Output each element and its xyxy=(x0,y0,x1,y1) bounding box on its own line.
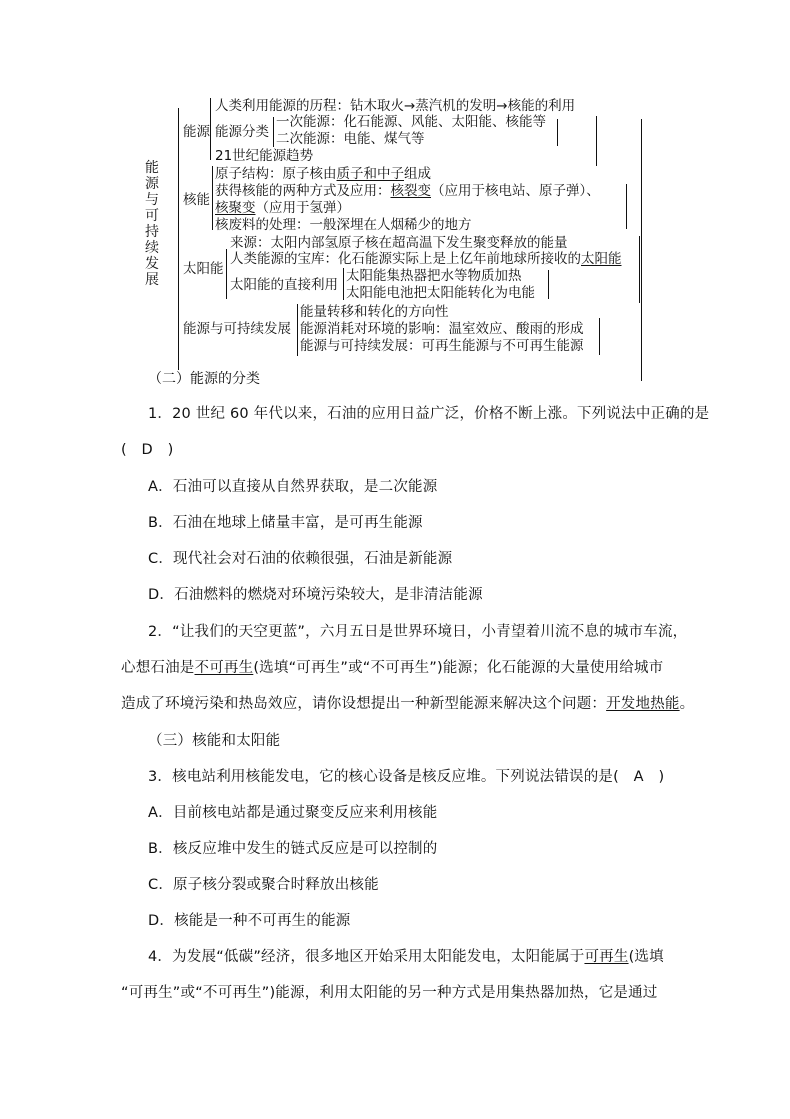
sustainable-item-3: 能源与可持续发展：可再生能源与不可再生能源 xyxy=(300,338,584,354)
classify-bracket-line xyxy=(273,117,274,147)
sustainable-bracket-right xyxy=(599,318,600,355)
nuclear-ways-2: 核聚变（应用于氢弹） xyxy=(215,200,350,216)
energy-bracket-right xyxy=(596,116,597,166)
solar-source: 来源：太阳内部氢原子核在超高温下发生聚变释放的能量 xyxy=(230,235,568,251)
answer-blank: 可再生 xyxy=(584,949,629,965)
section-heading: （二）能源的分类 xyxy=(148,371,260,387)
answer-blank: 质子和中子 xyxy=(336,166,404,182)
direct-bracket-line xyxy=(343,268,344,300)
energy-trend: 21世纪能源趋势 xyxy=(215,148,314,164)
solar-direct-1: 太阳能集热器把水等物质加热 xyxy=(346,268,522,284)
nuclear-structure: 原子结构：原子核由质子和中子组成 xyxy=(215,166,431,182)
answer-blank: 太阳能 xyxy=(581,251,622,267)
root-char: 与 xyxy=(145,192,159,208)
sustainable-item-1: 能量转移和转化的方向性 xyxy=(300,304,449,320)
question-1-option-a: A．石油可以直接从自然界获取，是二次能源 xyxy=(148,479,438,495)
nuclear-label: 核能 xyxy=(183,192,210,208)
answer-blank: 核裂变 xyxy=(390,183,431,199)
root-char: 能 xyxy=(145,160,159,176)
root-bracket-line xyxy=(178,108,179,370)
sustainable-bracket-line xyxy=(297,304,298,356)
answer-blank: 开发地热能 xyxy=(606,696,680,712)
question-3-option-d: D．核能是一种不可再生的能源 xyxy=(148,913,351,929)
mindmap-root-label xyxy=(144,160,160,288)
outer-right-line xyxy=(641,119,642,381)
question-3-option-b: B．核反应堆中发生的链式反应是可以控制的 xyxy=(148,841,438,857)
question-4-line-1: 4．为发展“低碳”经济，很多地区开始采用太阳能发电，太阳能属于可再生(选填 xyxy=(148,949,664,965)
question-3-stem: 3．核电站利用核能发电，它的核心设备是核反应堆。下列说法错误的是( A ) xyxy=(148,769,665,785)
answer-blank: 不可再生 xyxy=(194,660,254,676)
solar-label: 太阳能 xyxy=(183,261,224,277)
direct-bracket-right xyxy=(548,270,549,299)
question-4-line-2: “可再生”或“不可再生”)能源，利用太阳能的另一种方式是用集热器加热，它是通过 xyxy=(121,985,658,1001)
sustainable-label: 能源与可持续发展 xyxy=(183,321,291,337)
question-1-option-b: B．石油在地球上储量丰富，是可再生能源 xyxy=(148,515,423,531)
question-2-line-2: 心想石油是不可再生(选填“可再生”或“不可再生”)能源；化石能源的大量使用给城市 xyxy=(121,660,664,676)
energy-label: 能源 xyxy=(183,124,210,140)
solar-bracket-line xyxy=(226,249,227,299)
sustainable-item-2: 能源消耗对环境的影响：温室效应、酸雨的形成 xyxy=(300,321,584,337)
energy-history: 人类利用能源的历程：钻木取火→蒸汽机的发明→核能的利用 xyxy=(215,98,576,114)
question-2-line-1: 2．“让我们的天空更蓝”，六月五日是世界环境日，小青望着川流不息的城市车流， xyxy=(148,624,688,640)
nuclear-waste: 核废料的处理：一般深埋在人烟稀少的地方 xyxy=(215,217,472,233)
root-char: 展 xyxy=(145,272,159,288)
question-3-option-a: A．目前核电站都是通过聚变反应来利用核能 xyxy=(148,805,438,821)
root-char: 源 xyxy=(145,176,159,192)
answer-blank: 核聚变 xyxy=(215,200,256,216)
classify-label: 能源分类 xyxy=(215,124,269,140)
question-1-answer: ( D ) xyxy=(121,442,174,458)
primary-energy: 一次能源：化石能源、风能、太阳能、核能等 xyxy=(276,114,546,130)
question-1-option-d: D．石油燃料的燃烧对环境污染较大，是非清洁能源 xyxy=(148,587,483,603)
question-1-option-c: C．现代社会对石油的依赖很强，石油是新能源 xyxy=(148,551,453,567)
question-3-option-c: C．原子核分裂或聚合时释放出核能 xyxy=(148,877,379,893)
root-char: 可 xyxy=(145,208,159,224)
solar-direct-label: 太阳能的直接利用 xyxy=(230,277,338,293)
solar-bracket-right xyxy=(639,236,640,303)
secondary-energy: 二次能源：电能、煤气等 xyxy=(276,131,425,147)
solar-direct-2: 太阳能电池把太阳能转化为电能 xyxy=(346,285,535,301)
root-char: 续 xyxy=(145,240,159,256)
section-heading: （三）核能和太阳能 xyxy=(148,733,281,749)
nuclear-bracket-line xyxy=(212,166,213,230)
nuclear-bracket-right xyxy=(626,184,627,229)
nuclear-ways: 获得核能的两种方式及应用：核裂变（应用于核电站、原子弹）、 xyxy=(215,183,600,199)
root-char: 发 xyxy=(145,256,159,272)
root-char: 持 xyxy=(145,224,159,240)
energy-bracket-line xyxy=(210,98,211,160)
question-2-line-3: 造成了环境污染和热岛效应，请你设想提出一种新型能源来解决这个问题：开发地热能。 xyxy=(121,696,695,712)
classify-bracket-right xyxy=(557,119,558,146)
question-1-stem: 1．20 世纪 60 年代以来，石油的应用日益广泛，价格不断上涨。下列说法中正确的是 xyxy=(148,406,710,422)
solar-treasury: 人类能源的宝库：化石能源实际上是上亿年前地球所接收的太阳能 xyxy=(230,251,622,267)
